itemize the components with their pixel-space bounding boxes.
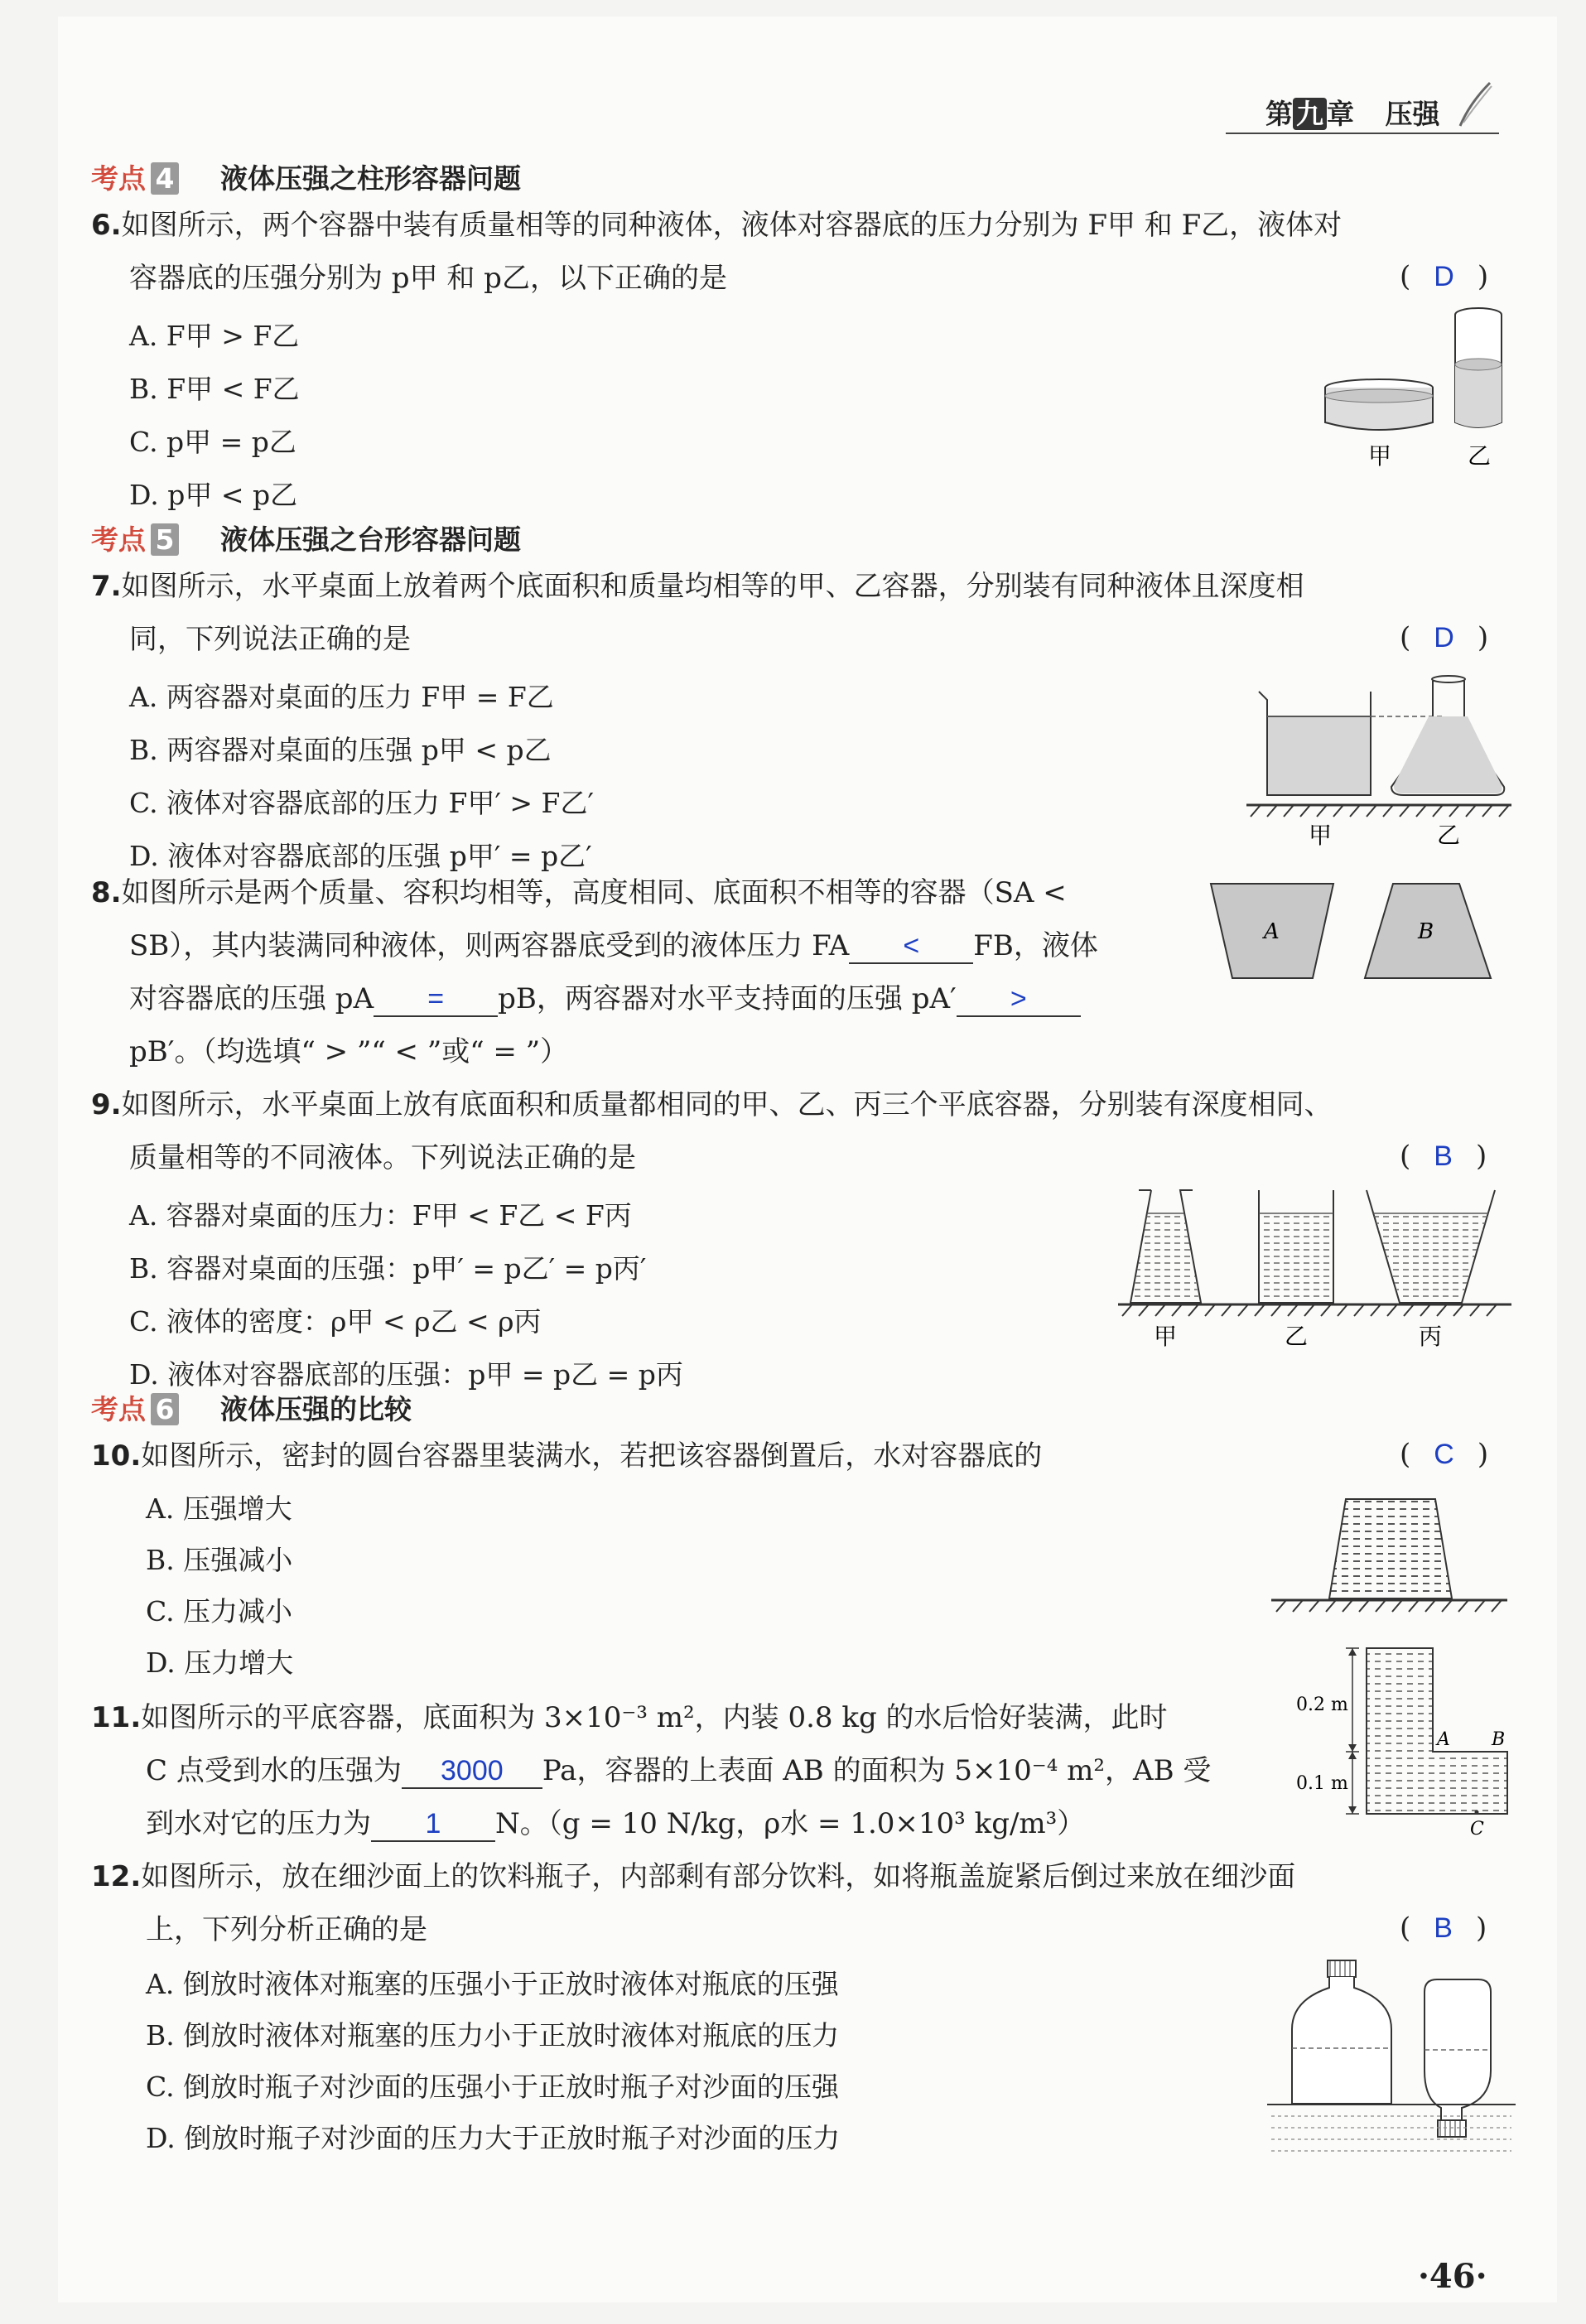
q8-figure bbox=[1201, 874, 1516, 990]
q10-figure bbox=[1271, 1491, 1507, 1623]
pen-icon bbox=[1453, 78, 1495, 129]
q9-answer: ( B ) bbox=[1400, 1140, 1487, 1173]
q6-answer: ( D ) bbox=[1400, 260, 1489, 293]
chapter-topic: 压强 bbox=[1385, 98, 1440, 130]
q8-text: 如图所示是两个质量、容积均相等，高度相同、底面积不相等的容器（SA < bbox=[121, 876, 1067, 909]
q8-blank-1[interactable]: < bbox=[849, 929, 973, 964]
section-tag: 考点 bbox=[91, 162, 146, 195]
q9-figure bbox=[1114, 1180, 1516, 1358]
q9-line2: 质量相等的不同液体。下列说法正确的是 bbox=[129, 1141, 636, 1174]
q11-line1 bbox=[91, 1691, 1168, 1744]
q12-option-d: D. 倒放时瓶子对沙面的压力大于正放时瓶子对沙面的压力 bbox=[146, 2122, 841, 2154]
q10-option-a: A. 压强增大 bbox=[146, 1492, 292, 1525]
section-title: 液体压强之柱形容器问题 bbox=[220, 162, 521, 195]
q10-option-d: D. 压力增大 bbox=[146, 1647, 294, 1679]
header-rule bbox=[1226, 133, 1499, 134]
section-k6 bbox=[91, 1388, 412, 1427]
section-num: 5 bbox=[151, 523, 179, 556]
q6-line2: 容器底的压强分别为 p甲 和 p乙，以下正确的是 bbox=[129, 262, 727, 295]
q8-line2 bbox=[129, 919, 1098, 972]
q7-option-c: C. 液体对容器底部的压力 F甲′ > F乙′ bbox=[129, 787, 594, 819]
q11-line2a: C 点受到水的压强为 bbox=[146, 1754, 402, 1787]
q11-blank-1[interactable]: 3000 bbox=[402, 1754, 542, 1789]
q7-number: 7. bbox=[91, 570, 122, 603]
q7-line1 bbox=[91, 560, 1304, 613]
q10-line1 bbox=[91, 1430, 1042, 1483]
q11-text: 如图所示的平底容器，底面积为 3×10⁻³ m²，内装 0.8 kg 的水后恰好装满，此时 bbox=[141, 1701, 1168, 1734]
q12-answer-value: B bbox=[1434, 1912, 1453, 1944]
q11-figure bbox=[1288, 1636, 1516, 1843]
section-num: 6 bbox=[151, 1393, 179, 1425]
q12-option-b: B. 倒放时液体对瓶塞的压力小于正放时液体对瓶底的压力 bbox=[146, 2019, 840, 2052]
q8-line3 bbox=[129, 972, 1081, 1025]
q8-line2b: FB，液体 bbox=[973, 929, 1098, 962]
q12-option-a: A. 倒放时液体对瓶塞的压强小于正放时液体对瓶底的压强 bbox=[146, 1968, 839, 2000]
q9-option-a: A. 容器对桌面的压力：F甲 < F乙 < F丙 bbox=[129, 1199, 632, 1232]
q11-number: 11. bbox=[91, 1701, 142, 1734]
q8-line3b: pB，两容器对水平支持面的压强 pA′ bbox=[498, 982, 957, 1015]
section-k4 bbox=[91, 157, 521, 196]
q12-number: 12. bbox=[91, 1860, 142, 1893]
q7-option-d: D. 液体对容器底部的压强 p甲′ = p乙′ bbox=[129, 840, 592, 872]
q10-option-c: C. 压力减小 bbox=[146, 1595, 293, 1627]
section-k5 bbox=[91, 518, 521, 557]
q8-line3a: 对容器底的压强 pA bbox=[129, 982, 374, 1015]
q6-label-jia: 甲 bbox=[1368, 442, 1392, 470]
q10-text: 如图所示，密封的圆台容器里装满水，若把该容器倒置后，水对容器底的 bbox=[141, 1439, 1043, 1473]
section-num: 4 bbox=[151, 162, 179, 195]
q9-number: 9. bbox=[91, 1088, 122, 1121]
q8-line1 bbox=[91, 866, 1067, 919]
q7-line2: 同，下列说法正确的是 bbox=[129, 623, 411, 656]
q8-label-b: B bbox=[1418, 919, 1434, 944]
q11-line2 bbox=[146, 1744, 1211, 1797]
q11-label-b: B bbox=[1492, 1729, 1506, 1750]
q12-figure bbox=[1267, 1950, 1516, 2174]
q7-text: 如图所示，水平桌面上放着两个底面积和质量均相等的甲、乙容器，分别装有同种液体且深度相 bbox=[121, 570, 1304, 603]
q11-label-a: A bbox=[1437, 1729, 1450, 1750]
chapter-num: 九 bbox=[1293, 98, 1327, 130]
q10-number: 10. bbox=[91, 1439, 142, 1473]
q9-option-d: D. 液体对容器底部的压强：p甲 = p乙 = p丙 bbox=[129, 1358, 683, 1391]
chapter-pre: 第 bbox=[1265, 98, 1293, 130]
q10-answer-value: C bbox=[1434, 1439, 1454, 1470]
q7-answer: ( D ) bbox=[1400, 621, 1489, 654]
q6-option-d: D. p甲 < p乙 bbox=[129, 479, 298, 511]
q12-line2: 上，下列分析正确的是 bbox=[146, 1913, 427, 1946]
q7-label-yi: 乙 bbox=[1437, 822, 1461, 849]
q9-text: 如图所示，水平桌面上放有底面积和质量都相同的甲、乙、丙三个平底容器，分别装有深度相同、 bbox=[121, 1088, 1333, 1121]
q11-line2b: Pa，容器的上表面 AB 的面积为 5×10⁻⁴ m²，AB 受 bbox=[542, 1754, 1212, 1787]
section-tag: 考点 bbox=[91, 523, 146, 556]
section-title: 液体压强的比较 bbox=[220, 1393, 412, 1425]
q11-label-h2: 0.1 m bbox=[1296, 1773, 1348, 1794]
q8-label-a: A bbox=[1264, 919, 1280, 944]
q6-figure bbox=[1309, 298, 1516, 480]
section-tag: 考点 bbox=[91, 1393, 146, 1425]
q6-number: 6. bbox=[91, 209, 122, 242]
q9-option-c: C. 液体的密度：ρ甲 < ρ乙 < ρ丙 bbox=[129, 1305, 542, 1338]
q6-option-b: B. F甲 < F乙 bbox=[129, 373, 300, 405]
q6-line1 bbox=[91, 199, 1342, 252]
q6-text: 如图所示，两个容器中装有质量相等的同种液体，液体对容器底的压力分别为 F甲 和 F乙，液体对 bbox=[121, 209, 1343, 242]
q6-option-a: A. F甲 > F乙 bbox=[129, 320, 300, 352]
chapter-header bbox=[1265, 93, 1440, 132]
q7-option-a: A. 两容器对桌面的压力 F甲 = F乙 bbox=[129, 681, 554, 713]
q9-option-b: B. 容器对桌面的压强：p甲′ = p乙′ = p丙′ bbox=[129, 1252, 647, 1285]
page-number: ·46· bbox=[1418, 2257, 1487, 2296]
chapter-post: 章 bbox=[1327, 98, 1354, 130]
q8-number: 8. bbox=[91, 876, 122, 909]
q6-label-yi: 乙 bbox=[1468, 442, 1492, 470]
q8-line4: pB′。（均选填“ > ”“ < ”或“ = ”） bbox=[129, 1035, 569, 1068]
q9-answer-value: B bbox=[1434, 1140, 1453, 1172]
q11-blank-2[interactable]: 1 bbox=[371, 1807, 495, 1842]
q10-option-b: B. 压强减小 bbox=[146, 1544, 293, 1576]
q11-line3a: 到水对它的压力为 bbox=[146, 1807, 371, 1840]
q8-blank-3[interactable]: > bbox=[957, 982, 1081, 1017]
q12-option-c: C. 倒放时瓶子对沙面的压强小于正放时瓶子对沙面的压强 bbox=[146, 2071, 840, 2103]
q12-line1 bbox=[91, 1850, 1295, 1903]
q7-answer-value: D bbox=[1434, 622, 1454, 653]
q8-blank-2[interactable]: = bbox=[374, 982, 498, 1017]
q7-figure bbox=[1242, 663, 1516, 853]
q12-answer: ( B ) bbox=[1400, 1912, 1487, 1945]
q9-line1 bbox=[91, 1078, 1333, 1131]
q11-line3b: N。（g = 10 N/kg，ρ水 = 1.0×10³ kg/m³） bbox=[495, 1807, 1086, 1840]
q8-line2a: SB），其内装满同种液体，则两容器底受到的液体压力 FA bbox=[129, 929, 850, 962]
q12-text: 如图所示，放在细沙面上的饮料瓶子，内部剩有部分饮料，如将瓶盖旋紧后倒过来放在细沙面 bbox=[141, 1860, 1296, 1893]
section-title: 液体压强之台形容器问题 bbox=[220, 523, 521, 556]
q9-label-yi: 乙 bbox=[1285, 1323, 1309, 1350]
q9-label-jia: 甲 bbox=[1154, 1323, 1178, 1350]
q7-label-jia: 甲 bbox=[1309, 822, 1333, 849]
q10-answer: ( C ) bbox=[1400, 1438, 1489, 1471]
q6-option-c: C. p甲 = p乙 bbox=[129, 426, 296, 458]
q7-option-b: B. 两容器对桌面的压强 p甲 < p乙 bbox=[129, 734, 552, 766]
q11-label-h1: 0.2 m bbox=[1296, 1695, 1348, 1715]
q9-label-bing: 丙 bbox=[1419, 1323, 1443, 1350]
q6-answer-value: D bbox=[1434, 261, 1454, 292]
q11-line3 bbox=[146, 1797, 1085, 1850]
q11-label-c: C bbox=[1470, 1819, 1484, 1839]
